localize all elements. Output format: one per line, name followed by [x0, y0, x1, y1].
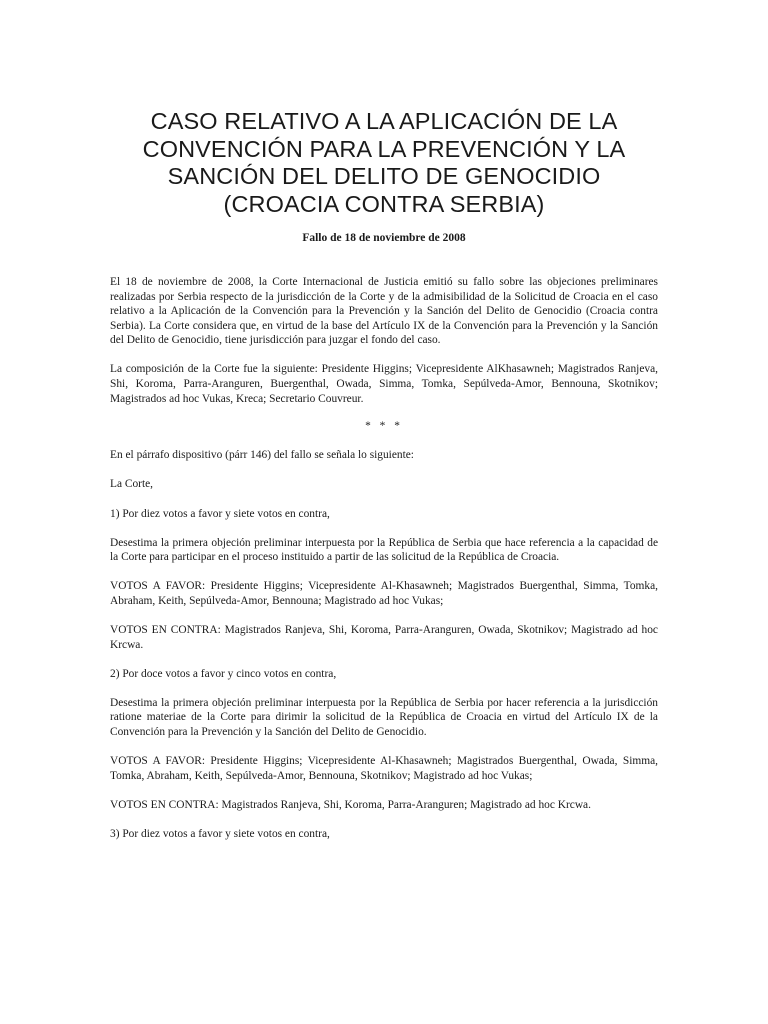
paragraph-decision-2: Desestima la primera objeción preliminar interpuesta por la República de Serbia por hacer referencia a la jurisdicción ratione materiae de la Corte para dirimir la solicitud de la República de Croacia en virtud del Artículo IX de la Convención para la Prevención y la Sanción del Delito de Genocidio.: [110, 696, 658, 738]
document-page: [110, 0, 658, 841]
paragraph-votes-against-2: VOTOS EN CONTRA: Magistrados Ranjeva, Shi, Koroma, Parra-Aranguren; Magistrado ad hoc Krcwa.: [110, 798, 591, 811]
paragraph-composition: La composición de la Corte fue la siguiente: Presidente Higgins; Vicepresidente AlKhasawneh; Magistrados Ranjeva, Shi, Koroma, Parra-Aranguren, Buergenthal, Owada, Simma, Tomka, Sepúlveda-Amor, Bennouna, Skotnikov; Magistrados ad hoc Vukas, Kreca; Secretario Couvreur.: [110, 363, 658, 405]
paragraph-vote-3: 3) Por diez votos a favor y siete votos en contra,: [110, 827, 330, 840]
paragraph-votes-against-1: VOTOS EN CONTRA: Magistrados Ranjeva, Shi, Koroma, Parra-Aranguren, Owada, Skotnikov; Magistrado ad hoc Krcwa.: [110, 624, 658, 651]
paragraph-decision-1: Desestima la primera objeción preliminar interpuesta por la República de Serbia que hace referencia a la capacidad de la Corte para participar en el proceso instituido a partir de las solicitud de la República de Croacia.: [110, 536, 658, 564]
section-separator: * * *: [365, 420, 403, 433]
paragraph-la-corte: La Corte,: [110, 478, 154, 491]
paragraph-intro: El 18 de noviembre de 2008, la Corte Internacional de Justicia emitió su fallo sobre las objeciones preliminares realizadas por Serbia respecto de la jurisdicción de la Corte y de la admisibilidad de la Solicitud de Croacia en el caso relativo a la Aplicación de la Convención para la Prevención y la Sanción del Delito de Genocidio (Croacia contra Serbia). La Corte considera que, en virtud de la base del Artículo IX de la Convención para la Prevención y la Sanción del Delito de Genocidio, tiene jurisdicción para juzgar el fondo del caso.: [110, 276, 658, 347]
paragraph-operative-intro: En el párrafo dispositivo (párr 146) del fallo se señala lo siguiente:: [110, 449, 414, 462]
paragraph-votes-favor-2: VOTOS A FAVOR: Presidente Higgins; Vicepresidente Al-Khasawneh; Magistrados Buergenthal, Owada, Simma, Tomka, Abraham, Keith, Sepúlveda-Amor, Bennouna, Skotnikov; Magistrado ad hoc Vukas;: [110, 755, 658, 782]
judgment-date: Fallo de 18 de noviembre de 2008: [302, 232, 466, 244]
document-title: CASO RELATIVO A LA APLICACIÓN DE LA CONVENCIÓN PARA LA PREVENCIÓN Y LA SANCIÓN DEL DELITO DE GENOCIDIO (CROACIA CONTRA SERBIA): [142, 108, 626, 217]
paragraph-vote-1: 1) Por diez votos a favor y siete votos en contra,: [110, 507, 330, 520]
paragraph-votes-favor-1: VOTOS A FAVOR: Presidente Higgins; Vicepresidente Al-Khasawneh; Magistrados Buergenthal, Simma, Tomka, Abraham, Keith, Sepúlveda-Amor, Bennouna; Magistrado ad hoc Vukas;: [110, 580, 658, 607]
paragraph-vote-2: 2) Por doce votos a favor y cinco votos en contra,: [110, 667, 337, 680]
